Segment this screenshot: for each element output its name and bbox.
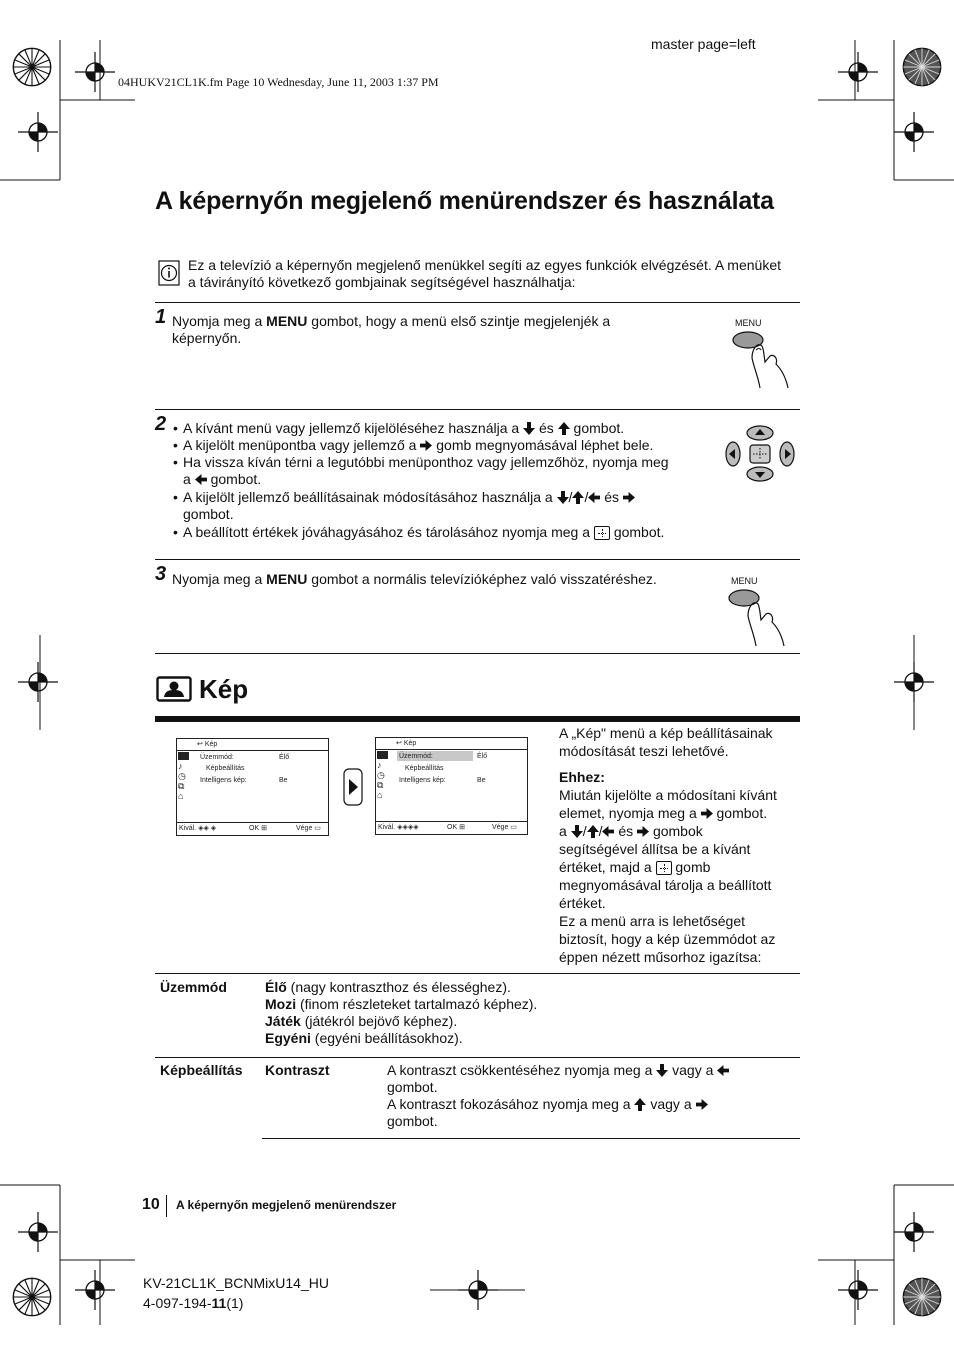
arrow-left-icon xyxy=(195,473,207,486)
step-number: 2 xyxy=(155,413,167,435)
info-icon xyxy=(158,260,180,286)
table-mode-list xyxy=(265,979,537,1047)
arrow-up-icon xyxy=(587,825,599,838)
table-row-rule xyxy=(155,1057,800,1058)
screen-header: ↩ Kép xyxy=(197,741,218,748)
side-line: Ez a menü arra is lehetőséget xyxy=(559,913,745,929)
footer-divider xyxy=(166,1195,167,1217)
arrow-up-icon xyxy=(558,422,570,435)
table-row-label: Üzemmód xyxy=(160,979,227,995)
screen-intelligent-value: Be xyxy=(279,777,288,784)
arrow-right-icon xyxy=(696,1098,708,1111)
menu-button-hand-illustration xyxy=(730,318,792,388)
side-line: értéket, majd a gomb xyxy=(559,859,711,875)
arrow-left-icon xyxy=(588,491,600,504)
page-title: A képernyőn megjelenő menürendszer és használata xyxy=(155,187,774,215)
screen-mode-value: Élő xyxy=(279,754,290,761)
menu-label: MENU xyxy=(735,318,762,328)
side-heading: Ehhez: xyxy=(559,769,605,785)
table-row-label: Képbeállítás xyxy=(160,1062,243,1078)
step2-bullet-1: • A kívánt menü vagy jellemző kijelöléséhez használja a és gombot. xyxy=(183,420,624,437)
table-top-rule xyxy=(155,973,800,974)
table-bottom-rule xyxy=(262,1138,800,1139)
step2-bullet-5: • A beállított értékek jóváhagyásához és tárolásához nyomja meg a gombot. xyxy=(183,524,743,541)
arrow-right-icon xyxy=(343,768,363,806)
intro-text: Ez a televízió a képernyőn megjelenő menükkel segíti az egyes funkciók elvégzését. A menüket a távirányító következő gombjainak segítségével használhatja: xyxy=(188,257,782,290)
mode-option: Egyéni (egyéni beállításokhoz). xyxy=(265,1030,463,1046)
arrow-up-icon xyxy=(572,491,584,504)
screen-intelligent-label: Intelligens kép: xyxy=(399,777,446,784)
step-number: 3 xyxy=(155,563,167,585)
master-page-label: master page=left xyxy=(651,36,756,52)
screen-footer-ok: OK ⊞ xyxy=(447,824,465,831)
side-line: segítségével állítsa be a kívánt xyxy=(559,841,751,857)
arrow-right-icon xyxy=(420,439,432,452)
navigation-pad-icon xyxy=(722,423,798,485)
section-title: Kép xyxy=(199,674,249,704)
divider xyxy=(155,302,800,303)
screen-footer-end: Vége ▭ xyxy=(296,825,321,832)
screen-picture-label: Képbeállítás xyxy=(405,765,444,772)
step2-bullet-2: • A kijelölt menüpontba vagy jellemző a gomb megnyomásával léphet bele. xyxy=(183,437,653,454)
side-intro: A „Kép" menü a kép beállításainak módosítását teszi lehetővé. xyxy=(559,725,773,759)
arrow-left-icon xyxy=(602,825,614,838)
screen-footer-end: Vége ▭ xyxy=(492,824,517,831)
contrast-increase: A kontraszt fokozásához nyomja meg a vagy a gombot. xyxy=(387,1096,787,1130)
arrow-right-icon xyxy=(623,491,635,504)
menu-screen-preview xyxy=(176,738,329,836)
screen-footer-select: Kivál. ◈◈◈◈ xyxy=(378,824,419,831)
arrow-down-icon xyxy=(571,825,583,838)
mode-option: Játék (játékról bejövő képhez). xyxy=(265,1013,458,1029)
file-info: 04HUKV21CL1K.fm Page 10 Wednesday, June 11, 2003 1:37 PM xyxy=(118,75,439,89)
page-number: 10 xyxy=(142,1196,160,1213)
screen-mode-label: Üzemmód: xyxy=(200,754,234,761)
screen-side-icons: ♪ ◷ ⧉ ⌂ xyxy=(178,752,192,802)
screen-footer-ok: OK ⊞ xyxy=(249,825,267,832)
side-line: elemet, nyomja meg a gombot. xyxy=(559,805,768,821)
arrow-up-icon xyxy=(634,1098,646,1111)
arrow-right-icon xyxy=(701,807,713,820)
screen-footer-select: Kivál. ◈◈ ◈ xyxy=(179,825,217,832)
screen-mode-label: Üzemmód: xyxy=(399,753,433,760)
step2-bullet-3: • Ha vissza kíván térni a legutóbbi menüponthoz vagy jellemzőhöz, nyomja meg a gombot. xyxy=(183,454,723,488)
side-description xyxy=(559,724,801,966)
mode-option: Mozi (finom részleteket tartalmazó képhez). xyxy=(265,996,538,1012)
menu-label: MENU xyxy=(731,576,758,586)
picture-menu-icon xyxy=(156,676,192,702)
footer-code: 4-097-194-11(1) xyxy=(143,1295,244,1311)
ok-button-icon xyxy=(656,861,672,875)
table-sub-label: Kontraszt xyxy=(265,1062,330,1078)
step-number: 1 xyxy=(155,306,167,328)
screen-intelligent-label: Intelligens kép: xyxy=(200,777,247,784)
side-line: a / / és gombok xyxy=(559,823,703,839)
side-line: Miután kijelölte a módosítani kívánt xyxy=(559,787,777,803)
contrast-decrease: A kontraszt csökkentéséhez nyomja meg a vagy a gombot. xyxy=(387,1062,787,1096)
arrow-down-icon xyxy=(523,422,535,435)
screen-mode-value: Élő xyxy=(477,753,488,760)
arrow-right-icon xyxy=(637,825,649,838)
screen-intelligent-value: Be xyxy=(477,777,486,784)
step3-text: Nyomja meg a MENU gombot a normális televízióképhez való visszatéréshez. xyxy=(172,571,657,587)
section-rule xyxy=(155,716,800,722)
arrow-down-icon xyxy=(656,1064,668,1077)
footer-model: KV-21CL1K_BCNMixU14_HU xyxy=(143,1275,329,1291)
divider xyxy=(155,559,800,560)
contrast-description xyxy=(387,1062,787,1130)
screen-header: ↩ Kép xyxy=(396,740,417,747)
screen-picture-label: Képbeállítás xyxy=(206,765,245,772)
side-line: megnyomásával tárolja a beállított xyxy=(559,877,772,893)
hand-press-icon xyxy=(730,318,792,390)
side-line: értéket. xyxy=(559,895,606,911)
footer-section: A képernyőn megjelenő menürendszer xyxy=(176,1198,397,1212)
mode-option: Élő (nagy kontraszthoz és élességhez). xyxy=(265,979,511,995)
divider xyxy=(155,409,800,410)
side-line: éppen nézett műsorhoz igazítsa: xyxy=(559,949,762,965)
ok-button-icon xyxy=(594,526,610,540)
screen-side-icons: ♪ ◷ ⧉ ⌂ xyxy=(377,751,391,801)
hand-press-icon xyxy=(726,576,788,648)
arrow-down-icon xyxy=(557,491,569,504)
divider xyxy=(155,653,800,654)
menu-screen-preview xyxy=(375,737,528,835)
menu-button-hand-illustration xyxy=(726,576,788,646)
step1-text: Nyomja meg a MENU gombot, hogy a menü első szintje megjelenjék a képernyőn. xyxy=(172,313,611,346)
arrow-left-icon xyxy=(717,1064,729,1077)
step2-bullet-4: • A kijelölt jellemző beállításainak módosításához használja a / / és gombot. xyxy=(183,489,723,523)
side-line: biztosít, hogy a kép üzemmódot az xyxy=(559,931,776,947)
